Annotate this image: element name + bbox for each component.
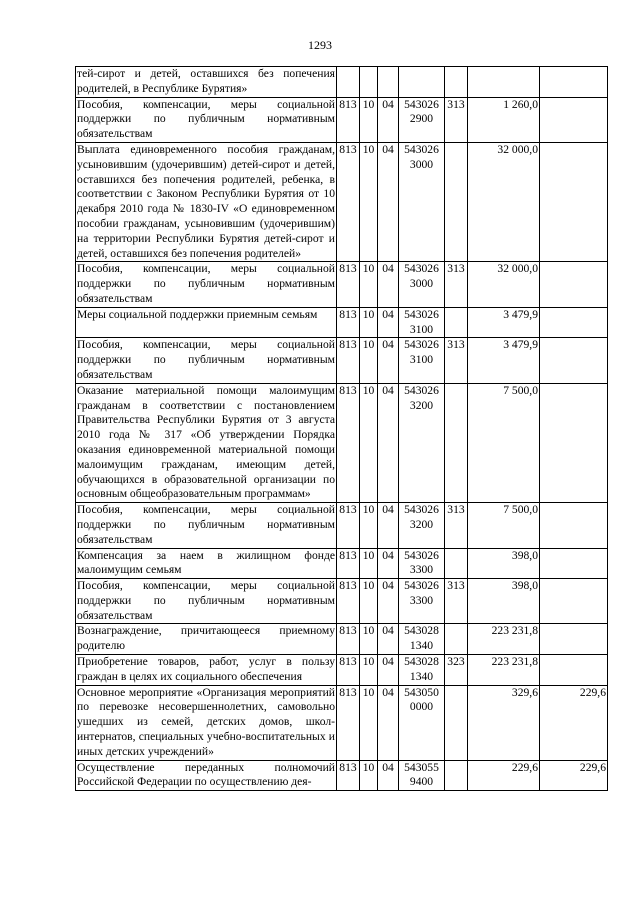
row-sum-1: 7 500,0 bbox=[468, 383, 540, 502]
row-vr bbox=[445, 383, 468, 502]
row-gr: 813 bbox=[337, 383, 360, 502]
row-sum-1: 32 000,0 bbox=[468, 142, 540, 261]
table-row bbox=[76, 338, 608, 383]
row-sum-2 bbox=[540, 67, 608, 98]
row-sum-2 bbox=[540, 97, 608, 142]
row-csr: 543055 9400 bbox=[399, 760, 445, 791]
row-gr: 813 bbox=[337, 142, 360, 261]
row-name: Компенсация за наем в жилищном фонде малоимущим семьям bbox=[76, 548, 337, 579]
row-pr: 04 bbox=[378, 503, 399, 548]
row-pr: 04 bbox=[378, 685, 399, 760]
row-sum-1: 1 260,0 bbox=[468, 97, 540, 142]
row-sum-2 bbox=[540, 579, 608, 624]
row-rz: 10 bbox=[360, 760, 378, 791]
table-row bbox=[76, 383, 608, 502]
row-name: тей-сирот и детей, оставшихся без попечения родителей, в Республике Бурятия» bbox=[76, 67, 337, 98]
row-name: Пособия, компенсации, меры социальной поддержки по публичным нормативным обязательствам bbox=[76, 503, 337, 548]
row-pr: 04 bbox=[378, 307, 399, 338]
row-rz: 10 bbox=[360, 624, 378, 655]
table-row bbox=[76, 685, 608, 760]
table-row bbox=[76, 503, 608, 548]
row-gr: 813 bbox=[337, 579, 360, 624]
row-sum-1: 229,6 bbox=[468, 760, 540, 791]
row-gr: 813 bbox=[337, 97, 360, 142]
row-name: Пособия, компенсации, меры социальной поддержки по публичным нормативным обязательствам bbox=[76, 262, 337, 307]
row-sum-1: 32 000,0 bbox=[468, 262, 540, 307]
row-sum-2 bbox=[540, 142, 608, 261]
row-vr bbox=[445, 548, 468, 579]
row-pr: 04 bbox=[378, 383, 399, 502]
row-csr: 543026 3200 bbox=[399, 503, 445, 548]
table-row bbox=[76, 142, 608, 261]
table-row bbox=[76, 548, 608, 579]
row-vr: 313 bbox=[445, 579, 468, 624]
row-name: Приобретение товаров, работ, услуг в пользу граждан в целях их социального обеспечения bbox=[76, 655, 337, 686]
row-rz: 10 bbox=[360, 262, 378, 307]
row-gr: 813 bbox=[337, 624, 360, 655]
row-name: Выплата единовременного пособия гражданам, усыновившим (удочерившим) детей-сирот и детей, оставшихся без попечения родителей, ребенка, в соответствии с Законом Республики Бурятия от 10 декабря 2010 года № 1830-IV «О единовременном пособии гражданам, усыновившим (удочерившим) на территории Республики Бурятия детей-сирот и детей, оставшихся без попечения родителей» bbox=[76, 142, 337, 261]
row-gr: 813 bbox=[337, 655, 360, 686]
row-name: Осуществление переданных полномочий Российской Федерации по осуществлению дея- bbox=[76, 760, 337, 791]
row-csr: 543026 3000 bbox=[399, 262, 445, 307]
row-rz: 10 bbox=[360, 97, 378, 142]
row-sum-1 bbox=[468, 67, 540, 98]
row-rz: 10 bbox=[360, 338, 378, 383]
row-sum-2 bbox=[540, 262, 608, 307]
row-rz: 10 bbox=[360, 685, 378, 760]
row-sum-2: 229,6 bbox=[540, 760, 608, 791]
row-csr: 543028 1340 bbox=[399, 655, 445, 686]
table-row bbox=[76, 262, 608, 307]
row-vr bbox=[445, 67, 468, 98]
row-sum-1: 7 500,0 bbox=[468, 503, 540, 548]
row-gr: 813 bbox=[337, 307, 360, 338]
row-sum-2 bbox=[540, 307, 608, 338]
row-pr: 04 bbox=[378, 262, 399, 307]
row-sum-1: 398,0 bbox=[468, 579, 540, 624]
budget-table bbox=[75, 66, 608, 791]
row-pr: 04 bbox=[378, 142, 399, 261]
row-sum-2 bbox=[540, 503, 608, 548]
row-vr: 313 bbox=[445, 262, 468, 307]
row-sum-1: 398,0 bbox=[468, 548, 540, 579]
table-row bbox=[76, 67, 608, 98]
row-sum-2 bbox=[540, 624, 608, 655]
row-rz: 10 bbox=[360, 307, 378, 338]
row-vr bbox=[445, 685, 468, 760]
row-rz: 10 bbox=[360, 655, 378, 686]
row-csr: 543026 3100 bbox=[399, 307, 445, 338]
row-pr: 04 bbox=[378, 579, 399, 624]
row-name: Пособия, компенсации, меры социальной поддержки по публичным нормативным обязательствам bbox=[76, 97, 337, 142]
row-name: Оказание материальной помощи малоимущим гражданам в соответствии с постановлением Правительства Республики Бурятия от 3 августа 2010 года № 317 «Об утверждении Порядка оказания единовременной материальной помощи малоимущим гражданам, имеющим детей, обучающихся в образовательной организации по основным общеобразовательным программам» bbox=[76, 383, 337, 502]
row-name: Пособия, компенсации, меры социальной поддержки по публичным нормативным обязательствам bbox=[76, 579, 337, 624]
row-vr: 313 bbox=[445, 503, 468, 548]
row-vr bbox=[445, 624, 468, 655]
table-row bbox=[76, 624, 608, 655]
row-sum-2 bbox=[540, 338, 608, 383]
row-rz: 10 bbox=[360, 579, 378, 624]
row-name: Вознаграждение, причитающееся приемному родителю bbox=[76, 624, 337, 655]
row-gr bbox=[337, 67, 360, 98]
row-vr: 313 bbox=[445, 338, 468, 383]
row-vr: 313 bbox=[445, 97, 468, 142]
row-name: Основное мероприятие «Организация мероприятий по перевозке несовершеннолетних, самовольно ушедших из семей, детских домов, школ-интернатов, специальных учебно-воспитательных и иных детских учреждений» bbox=[76, 685, 337, 760]
row-sum-1: 3 479,9 bbox=[468, 307, 540, 338]
row-sum-2 bbox=[540, 548, 608, 579]
row-vr bbox=[445, 760, 468, 791]
page-number: 1293 bbox=[308, 38, 332, 52]
row-name: Пособия, компенсации, меры социальной поддержки по публичным нормативным обязательствам bbox=[76, 338, 337, 383]
row-gr: 813 bbox=[337, 338, 360, 383]
row-gr: 813 bbox=[337, 262, 360, 307]
row-sum-2 bbox=[540, 383, 608, 502]
row-vr bbox=[445, 307, 468, 338]
table-row bbox=[76, 579, 608, 624]
row-pr: 04 bbox=[378, 760, 399, 791]
row-gr: 813 bbox=[337, 760, 360, 791]
row-pr: 04 bbox=[378, 97, 399, 142]
row-pr: 04 bbox=[378, 338, 399, 383]
row-pr: 04 bbox=[378, 548, 399, 579]
row-csr: 543050 0000 bbox=[399, 685, 445, 760]
row-rz: 10 bbox=[360, 548, 378, 579]
row-rz bbox=[360, 67, 378, 98]
table-row bbox=[76, 760, 608, 791]
row-pr: 04 bbox=[378, 624, 399, 655]
row-rz: 10 bbox=[360, 503, 378, 548]
row-vr: 323 bbox=[445, 655, 468, 686]
row-sum-1: 3 479,9 bbox=[468, 338, 540, 383]
row-csr bbox=[399, 67, 445, 98]
row-vr bbox=[445, 142, 468, 261]
row-rz: 10 bbox=[360, 142, 378, 261]
row-csr: 543026 3200 bbox=[399, 383, 445, 502]
table-row bbox=[76, 97, 608, 142]
row-csr: 543026 3300 bbox=[399, 548, 445, 579]
table-row bbox=[76, 307, 608, 338]
row-pr bbox=[378, 67, 399, 98]
row-sum-2: 229,6 bbox=[540, 685, 608, 760]
row-rz: 10 bbox=[360, 383, 378, 502]
row-sum-2 bbox=[540, 655, 608, 686]
row-csr: 543028 1340 bbox=[399, 624, 445, 655]
row-csr: 543026 3100 bbox=[399, 338, 445, 383]
table-row bbox=[76, 655, 608, 686]
row-csr: 543026 2900 bbox=[399, 97, 445, 142]
row-sum-1: 329,6 bbox=[468, 685, 540, 760]
row-sum-1: 223 231,8 bbox=[468, 655, 540, 686]
row-pr: 04 bbox=[378, 655, 399, 686]
row-gr: 813 bbox=[337, 548, 360, 579]
row-sum-1: 223 231,8 bbox=[468, 624, 540, 655]
row-name: Меры социальной поддержки приемным семьям bbox=[76, 307, 337, 338]
row-gr: 813 bbox=[337, 503, 360, 548]
row-gr: 813 bbox=[337, 685, 360, 760]
row-csr: 543026 3000 bbox=[399, 142, 445, 261]
row-csr: 543026 3300 bbox=[399, 579, 445, 624]
